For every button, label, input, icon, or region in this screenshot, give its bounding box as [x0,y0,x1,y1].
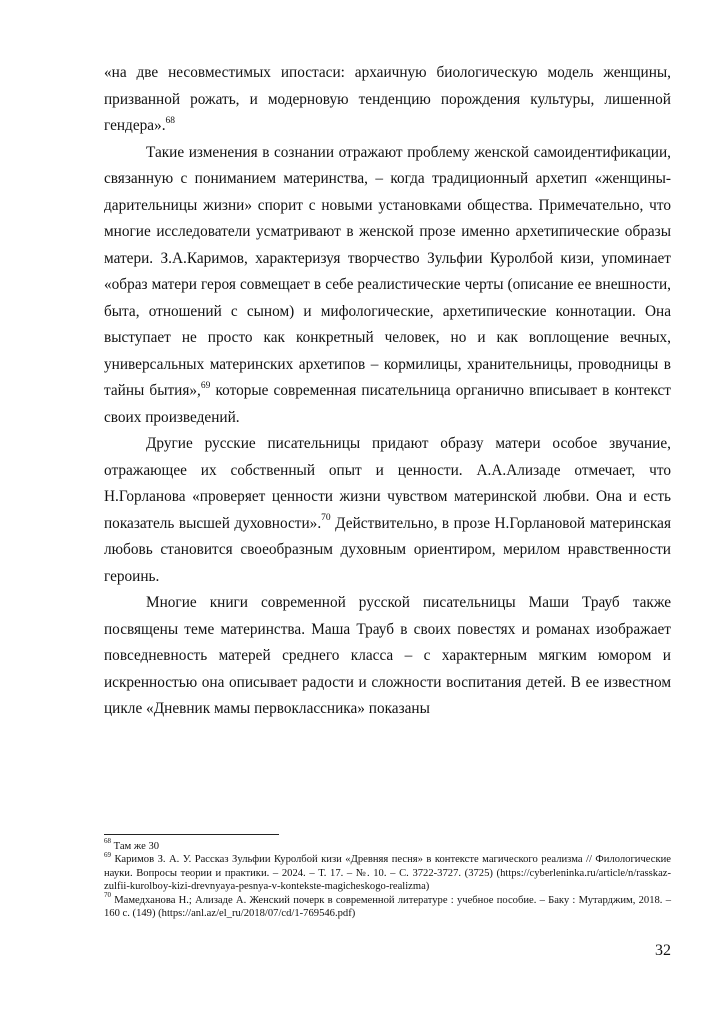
paragraph-2 [104,140,671,432]
footnote-reference-69: 69 [200,380,211,391]
paragraph-4 [104,590,671,723]
paragraph-3 [104,431,671,590]
body-text [104,60,671,723]
paragraph-text: Такие изменения в сознании отражают проблему женской самоидентификации, связанную с пониманием материнства, – когда традиционный архетип «женщины-дарительницы жизни» спорит с новыми установками общества. Примечательно, что многие исследователи усматривают в женской прозе именно архетипические образы матери. З.А.Каримов, характеризуя творчество Зульфии Куролбой кизи, упоминает «образ матери героя совмещает в себе реалистические черты (описание ее внешности, быта, отношений с сыном) и мифологические, архетипические коннотации. Она выступает не просто как конкретный человек, но и как воплощение вечных, универсальных материнских архетипов – кормилицы, хранительницы, проводницы в тайны бытия», [104,143,671,399]
footnote-number: 70 [104,891,111,900]
paragraph-text: «на две несовместимых ипостаси: архаичную биологическую модель женщины, призванной рожать, и модерновую тенденцию порождения культуры, лишенной гендера». [104,64,671,134]
footnote-text: Каримов З. А. У. Рассказ Зульфии Куролбой кизи «Древняя песня» в контексте магического реализма // Филологические науки. Вопросы теории и практики. – 2024. – Т. 17. – №. 10. – С. 3722-3727. (3725) (https://cyberleninka.ru/article/n/rasskaz-zulfii-kurolboy-kizi-drevnyaya-pesnya-v-kontekste-magicheskogo-realizma) [104,854,671,893]
footnote-text: Там же 30 [111,841,160,852]
footnote-number: 69 [104,850,111,859]
footnotes [104,837,671,920]
footnote-reference-68: 68 [165,115,176,126]
paragraph-text: Другие русские писательницы придают образу матери особое звучание, отражающее их собственный опыт и ценности. А.А.Ализаде отмечает, что Н.Горланова «проверяет ценности жизни чувством материнской любви. Она и есть показатель высшей духовности». [104,435,671,532]
footnote-68 [104,837,671,853]
footnote-text: Мамедханова Н.; Ализаде А. Женский почерк в современной литературе : учебное пособие. – Баку : Мутарджим, 2018. – 160 с. (149) (https://anl.az/el_ru/2018/07/cd/1-769546.pdf) [104,894,671,920]
footnote-reference-70: 70 [321,513,331,524]
paragraph-text: Действительно, в прозе Н.Горлановой материнская любовь становится своеобразным духовным ориентиром, мерилом нравственности героинь. [104,514,671,585]
page-number: 32 [655,942,671,959]
paragraph-text: которые современная писательница органично вписывает в контекст своих произведений. [104,382,671,426]
paragraph-text: Многие книги современной русской писательницы Маши Трауб также посвящены теме материнства. Маша Трауб в своих повестях и романах изображает повседневность матерей среднего класса – с характерным мягким юмором и искренностью она описывает радости и сложности воспитания детей. В ее известном цикле «Дневник мамы первоклассника» показаны [104,594,671,717]
footnote-70 [104,891,671,921]
paragraph-1 [104,60,671,140]
footnote-separator [104,834,279,835]
footnote-69 [104,850,671,893]
footnote-number: 68 [104,837,111,846]
